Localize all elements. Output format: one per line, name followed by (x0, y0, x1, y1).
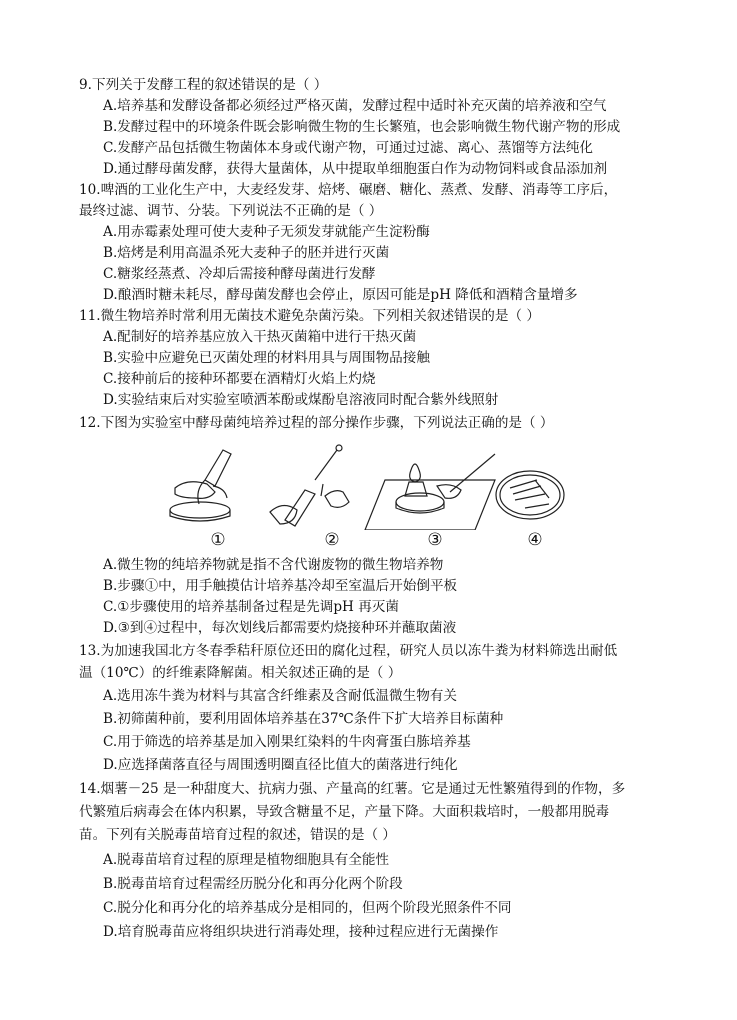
q13-option-c: C.用于筛选的培养基是加入刚果红染料的牛肉膏蛋白胨培养基 (103, 734, 471, 750)
q11-option-d: D.实验结束后对实验室喷洒苯酚或煤酚皂溶液同时配合紫外线照射 (103, 392, 499, 408)
q14-stem-line3: 苗。下列有关脱毒苗培育过程的叙述，错误的是（ ） (79, 827, 396, 843)
q13-option-d: D.应选择菌落直径与周围透明圈直径比值大的菌落进行纯化 (103, 757, 458, 773)
q9-option-c: C.发酵产品包括微生物菌体本身或代谢产物，可通过过滤、离心、蒸馏等方法纯化 (103, 140, 594, 156)
q11-stem: 11.微生物培养时常利用无菌技术避免杂菌污染。下列相关叙述错误的是（ ） (79, 308, 540, 324)
figure-label-1: ① (210, 530, 226, 550)
q12-option-b: B.步骤①中，用手触摸估计培养基冷却至室温后开始倒平板 (103, 578, 458, 594)
q11-option-c: C.接种前后的接种环都要在酒精灯火焰上灼烧 (103, 371, 376, 387)
q13-option-b: B.初筛菌种前，要利用固体培养基在37℃条件下扩大培养目标菌种 (103, 711, 504, 727)
q14-option-c: C.脱分化和再分化的培养基成分是相同的，但两个阶段光照条件不同 (103, 900, 512, 916)
q14-option-d: D.培育脱毒苗应将组织块进行消毒处理，接种过程应进行无菌操作 (103, 924, 499, 940)
q9-option-a: A.培养基和发酵设备都必须经过严格灭菌，发酵过程中适时补充灭菌的培养液和空气 (103, 98, 607, 114)
q10-option-b: B.焙烤是利用高温杀死大麦种子的胚并进行灭菌 (103, 245, 390, 261)
q12-stem: 12.下图为实验室中酵母菌纯培养过程的部分操作步骤，下列说法正确的是（ ） (79, 415, 554, 431)
q12-option-d: D.③到④过程中，每次划线后都需要灼烧接种环并蘸取菌液 (103, 620, 457, 636)
q12-option-a: A.微生物的纯培养物就是指不含代谢废物的微生物培养物 (103, 557, 444, 573)
procedure-figure (165, 440, 565, 530)
q10-option-c: C.糖浆经蒸煮、冷却后需接种酵母菌进行发酵 (103, 266, 376, 282)
q11-option-b: B.实验中应避免已灭菌处理的材料用具与周围物品接触 (103, 350, 430, 366)
q13-option-a: A.选用冻牛粪为材料与其富含纤维素及含耐低温微生物有关 (103, 688, 457, 704)
q10-stem-line2: 最终过滤、调节、分装。下列说法不正确的是（ ） (79, 203, 383, 219)
figure-label-2: ② (324, 530, 340, 550)
step1-pouring-illustration (170, 450, 231, 521)
figure-label-4: ④ (527, 530, 543, 550)
step4-plate-illustration (496, 471, 564, 519)
q14-option-a: A.脱毒苗培育过程的原理是植物细胞具有全能性 (103, 852, 390, 868)
q14-stem-line2: 代繁殖后病毒会在体内积累，导致含糖量不足，产量下降。大面积栽培时，一般都用脱毒 (79, 804, 610, 820)
q10-option-a: A.用赤霉素处理可使大麦种子无须发芽就能产生淀粉酶 (103, 224, 430, 240)
q14-stem-line1: 14.烟薯－25 是一种甜度大、抗病力强、产量高的红薯。它是通过无性繁殖得到的作物，多 (79, 781, 626, 797)
q9-option-d: D.通过酵母菌发酵，获得大量菌体，从中提取单细胞蛋白作为动物饲料或食品添加剂 (103, 161, 608, 177)
q12-option-c: C.①步骤使用的培养基制备过程是先调pH 再灭菌 (103, 599, 399, 615)
q11-option-a: A.配制好的培养基应放入干热灭菌箱中进行干热灭菌 (103, 329, 417, 345)
q13-stem-line1: 13.为加速我国北方冬春季秸秆原位还田的腐化过程，研究人员以冻牛粪为材料筛选出耐低 (79, 643, 618, 659)
q13-stem-line2: 温（10℃）的纤维素降解菌。相关叙述正确的是（ ） (79, 665, 402, 681)
q9-option-b: B.发酵过程中的环境条件既会影响微生物的生长繁殖，也会影响微生物代谢产物的形成 (103, 119, 621, 135)
q9-stem: 9.下列关于发酵工程的叙述错误的是（ ） (79, 77, 328, 93)
q14-option-b: B.脱毒苗培育过程需经历脱分化和再分化两个阶段 (103, 876, 403, 892)
q10-stem-line1: 10.啤酒的工业化生产中，大麦经发芽、焙烤、碾磨、糖化、蒸煮、发酵、消毒等工序后， (79, 182, 618, 198)
figure-label-3: ③ (427, 530, 443, 550)
q10-option-d: D.酿酒时糖未耗尽，酵母菌发酵也会停止，原因可能是pH 降低和酒精含量增多 (103, 287, 578, 303)
step2-inoculation-illustration (270, 445, 349, 526)
step3-streaking-illustration (365, 454, 495, 530)
